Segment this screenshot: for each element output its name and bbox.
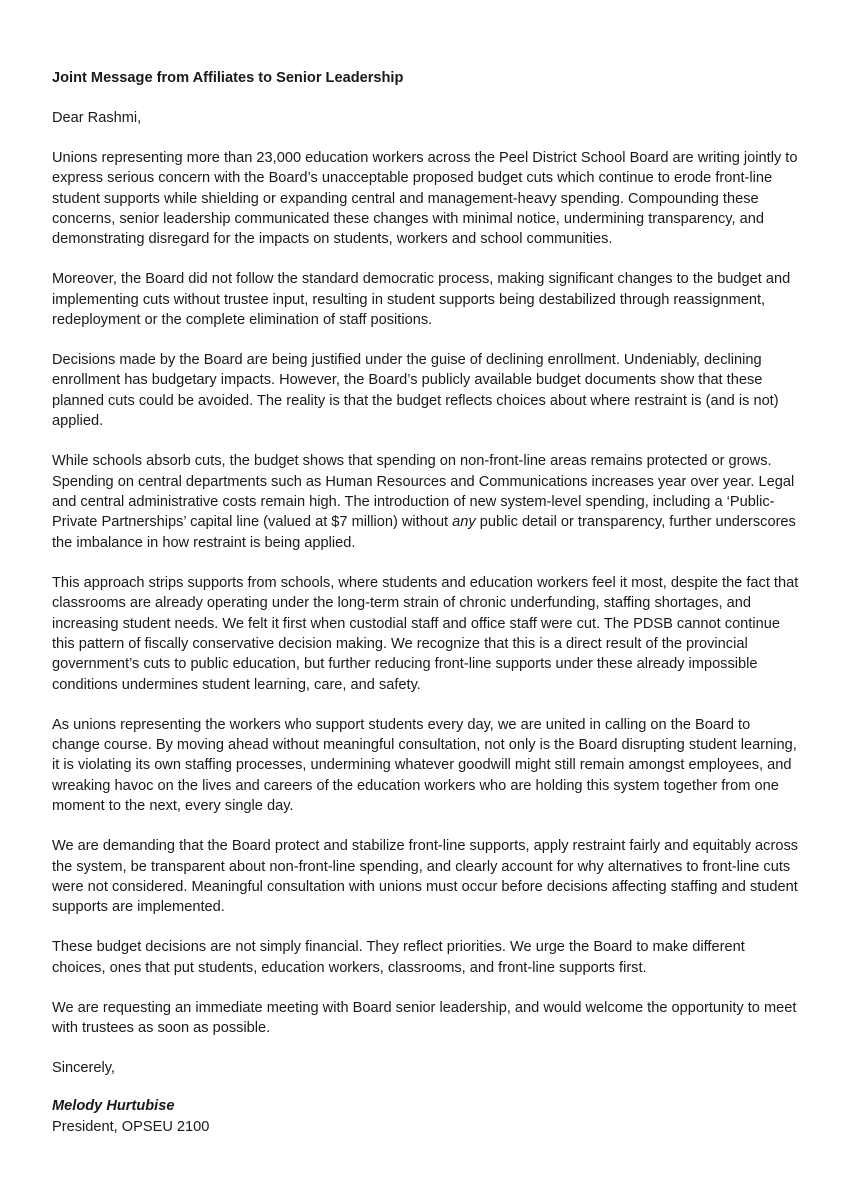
paragraph-1: Unions representing more than 23,000 education workers across the Peel District School Board are writing jointly to express serious concern with the Board’s unacceptable proposed budget cuts which continue to erode front-line student supports while shielding or expanding central and management-heavy spending. Compounding these concerns, senior leadership communicated these changes with minimal notice, undermining transparency, and demonstrating disregard for the impacts on students, workers and school communities. <box>52 149 798 248</box>
paragraph-2: Moreover, the Board did not follow the standard democratic process, making significant changes to the budget and implementing cuts without trustee input, resulting in student supports being destabilized through reassignment, redeployment or the complete elimination of staff positions. <box>52 271 791 329</box>
letter-page <box>52 68 802 1137</box>
signatory-name: Melody Hurtubise <box>52 1098 175 1115</box>
letter-title: Joint Message from Affiliates to Senior Leadership <box>52 70 404 86</box>
salutation: Dear Rashmi, <box>52 110 142 127</box>
paragraph-9: We are requesting an immediate meeting with Board senior leadership, and would welcome the opportunity to meet with trustees as soon as possible. <box>52 999 797 1037</box>
signatory-title: President, OPSEU 2100 <box>52 1118 210 1135</box>
paragraph-8: These budget decisions are not simply financial. They reflect priorities. We urge the Board to make different choices, ones that put students, education workers, classrooms, and front-line supports first. <box>52 939 745 976</box>
paragraph-4-text-before: While schools absorb cuts, the budget shows that spending on non-front-line areas remains protected or grows. Spending on central departments such as Human Resources and Communications increases year over year. Legal and central administrative costs remain high. The introduction of new system-level spending, including a ‘Public-Private Partnerships’ capital line (valued at $7 million) without <box>52 453 795 531</box>
paragraph-4-text-after: public detail or transparency, further underscores the imbalance in how restraint is being applied. <box>52 514 796 551</box>
closing: Sincerely, <box>52 1059 115 1076</box>
paragraph-3: Decisions made by the Board are being justified under the guise of declining enrollment. Undeniably, declining enrollment has budgetary impacts. However, the Board’s publicly available budget documents show that these planned cuts could be avoided. The reality is that the budget reflects choices about where restraint is (and is not) applied. <box>52 352 779 430</box>
paragraph-4-emphasis: any <box>452 514 476 531</box>
paragraph-7: We are demanding that the Board protect and stabilize front-line supports, apply restraint fairly and equitably across the system, be transparent about non-front-line spending, and clearly account for why alternatives to front-line cuts were not considered. Meaningful consultation with unions must occur before decisions affecting staffing and student supports are implemented. <box>52 838 799 916</box>
paragraph-5: This approach strips supports from schools, where students and education workers feel it most, despite the fact that classrooms are already operating under the long-term strain of chronic underfunding, staffing shortages, and increasing student needs. We felt it first when custodial staff and office staff were cut. The PDSB cannot continue this pattern of fiscally conservative decision making. We recognize that this is a direct result of the provincial government’s cuts to public education, but further reducing front-line supports under these already impossible conditions undermines student learning, care, and safety. <box>52 574 799 693</box>
paragraph-6: As unions representing the workers who support students every day, we are united in calling on the Board to change course. By moving ahead without meaningful consultation, not only is the Board disrupting student learning, it is violating its own staffing processes, undermining whatever goodwill might still remain amongst employees, and wreaking havoc on the lives and careers of the education workers who are holding this system together from one moment to the next, every single day. <box>52 716 797 815</box>
paragraph-4 <box>52 451 802 553</box>
